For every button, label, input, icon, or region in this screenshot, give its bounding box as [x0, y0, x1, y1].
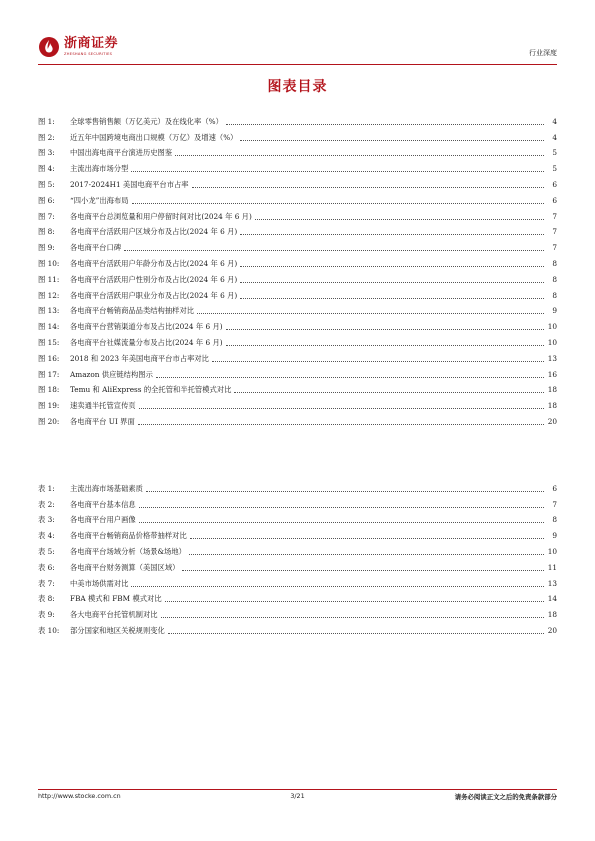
footer-divider: [38, 789, 557, 790]
toc-entry-label: 图 15:: [38, 337, 60, 347]
toc-entry-title: 各电商平台基本信息: [70, 499, 136, 509]
toc-entry-label: 表 3:: [38, 515, 55, 525]
toc-leader-dots: [190, 538, 544, 539]
toc-entry-page: 11: [547, 562, 557, 572]
toc-leader-dots: [192, 187, 544, 188]
figure-toc-entry[interactable]: [38, 301, 557, 317]
toc-leader-dots: [189, 554, 544, 555]
toc-entry-title: 主流出海市场分型: [70, 164, 129, 174]
toc-entry-label: 表 1:: [38, 483, 55, 493]
toc-entry-page: 8: [552, 274, 557, 284]
toc-leader-dots: [212, 361, 544, 362]
toc-entry-title: 主流出海市场基础素质: [70, 483, 143, 493]
toc-entry-title: 速卖通半托管宣传页: [70, 401, 136, 411]
toc-entry-title: 各电商平台活跃用户性别分布及占比(2024 年 6 月): [70, 274, 238, 284]
figure-toc-entry[interactable]: [38, 143, 557, 159]
figure-toc-entry[interactable]: [38, 206, 557, 222]
toc-entry-label: 图 7:: [38, 211, 55, 221]
toc-entry-label: 图 16:: [38, 353, 60, 363]
figure-toc-entry[interactable]: [38, 348, 557, 364]
toc-entry-title: 中国出海电商平台演进历史图鉴: [70, 148, 173, 158]
toc-entry-page: 6: [552, 195, 557, 205]
figure-toc-entry[interactable]: [38, 411, 557, 427]
logo-company-name: 浙商证券: [64, 36, 119, 51]
toc-entry-label: 图 5:: [38, 179, 55, 189]
toc-leader-dots: [240, 298, 544, 299]
footer-url[interactable]: http://www.stocke.com.cn: [38, 792, 121, 800]
footer-page-number: 3/21: [290, 792, 305, 800]
logo-flame-icon: [38, 36, 60, 58]
toc-entry-title: 各电商平台总浏览量和用户停留时间对比(2024 年 6 月): [70, 211, 252, 221]
header-divider: [38, 64, 557, 65]
toc-entry-page: 13: [547, 578, 557, 588]
table-toc-entry[interactable]: [38, 478, 557, 494]
table-toc-entry[interactable]: [38, 620, 557, 636]
toc-leader-dots: [234, 392, 544, 393]
toc-entry-label: 图 2:: [38, 132, 55, 142]
toc-leader-dots: [139, 507, 544, 508]
toc-entry-page: 4: [552, 116, 557, 126]
toc-entry-label: 表 7:: [38, 578, 55, 588]
toc-entry-page: 18: [547, 401, 557, 411]
toc-entry-label: 图 9:: [38, 243, 55, 253]
table-toc-entry[interactable]: [38, 541, 557, 557]
toc-entry-title: 中美市场供需对比: [70, 578, 129, 588]
toc-entry-page: 5: [552, 148, 557, 158]
toc-entry-label: 图 20:: [38, 416, 60, 426]
toc-leader-dots: [124, 250, 544, 251]
toc-entry-page: 10: [547, 337, 557, 347]
toc-leader-dots: [165, 601, 544, 602]
toc-entry-title: 各电商平台活跃用户区域分布及占比(2024 年 6 月): [70, 227, 238, 237]
toc-leader-dots: [197, 313, 544, 314]
figure-list: [38, 111, 557, 427]
toc-entry-page: 9: [552, 531, 557, 541]
figure-toc-entry[interactable]: [38, 174, 557, 190]
footer-disclaimer: 请务必阅读正文之后的免责条款部分: [454, 793, 557, 801]
toc-leader-dots: [131, 586, 544, 587]
toc-entry-page: 14: [547, 594, 557, 604]
toc-leader-dots: [182, 570, 544, 571]
toc-entry-page: 8: [552, 290, 557, 300]
figure-toc-entry[interactable]: [38, 364, 557, 380]
toc-entry-label: 图 1:: [38, 116, 55, 126]
page-title: 图表目录: [267, 79, 328, 95]
toc-entry-label: 图 19:: [38, 401, 60, 411]
figure-toc-entry[interactable]: [38, 237, 557, 253]
toc-entry-label: 图 14:: [38, 322, 60, 332]
toc-entry-page: 4: [552, 132, 557, 142]
toc-entry-title: 各电商平台营销渠道分布及占比(2024 年 6 月): [70, 322, 223, 332]
toc-leader-dots: [138, 424, 544, 425]
toc-entry-title: 各电商平台场域分析（场景&场地）: [70, 546, 186, 556]
toc-leader-dots: [131, 171, 544, 172]
toc-entry-label: 表 8:: [38, 594, 55, 604]
toc-entry-title: 各电商平台活跃用户年龄分布及占比(2024 年 6 月): [70, 258, 238, 268]
table-toc-entry[interactable]: [38, 494, 557, 510]
toc-leader-dots: [240, 282, 544, 283]
figure-toc-entry[interactable]: [38, 285, 557, 301]
toc-entry-title: 各电商平台社媒流量分布及占比(2024 年 6 月): [70, 337, 223, 347]
toc-entry-label: 表 9:: [38, 610, 55, 620]
toc-entry-page: 7: [552, 243, 557, 253]
toc-entry-page: 7: [552, 211, 557, 221]
toc-entry-title: “四小龙”出海布局: [70, 195, 129, 205]
toc-entry-label: 图 11:: [38, 274, 60, 284]
toc-leader-dots: [240, 140, 544, 141]
figure-toc-entry[interactable]: [38, 190, 557, 206]
figure-toc-entry[interactable]: [38, 316, 557, 332]
toc-entry-title: 2017-2024H1 美国电商平台市占率: [70, 179, 189, 189]
figure-toc-entry[interactable]: [38, 253, 557, 269]
table-toc-entry[interactable]: [38, 525, 557, 541]
toc-entry-label: 图 8:: [38, 227, 55, 237]
toc-entry-title: 各电商平台用户画像: [70, 515, 136, 525]
toc-entry-page: 18: [547, 385, 557, 395]
toc-entry-title: Amazon 供应链结构图示: [70, 369, 153, 379]
table-toc-entry[interactable]: [38, 604, 557, 620]
table-toc-entry[interactable]: [38, 589, 557, 605]
toc-entry-title: 部分国家和地区关税规则变化: [70, 625, 165, 635]
toc-leader-dots: [240, 234, 544, 235]
toc-entry-page: 20: [547, 416, 557, 426]
figure-toc-entry[interactable]: [38, 111, 557, 127]
toc-entry-label: 图 6:: [38, 195, 55, 205]
toc-entry-label: 图 17:: [38, 369, 60, 379]
figure-toc-entry[interactable]: [38, 222, 557, 238]
table-toc-entry[interactable]: [38, 557, 557, 573]
toc-entry-label: 表 2:: [38, 499, 55, 509]
toc-leader-dots: [156, 377, 544, 378]
toc-leader-dots: [168, 633, 544, 634]
toc-entry-page: 6: [552, 483, 557, 493]
toc-entry-label: 表 6:: [38, 562, 55, 572]
table-list: [38, 478, 557, 636]
figure-toc-entry[interactable]: [38, 127, 557, 143]
toc-entry-label: 表 4:: [38, 531, 55, 541]
logo-company-name-en: ZHESHANG SECURITIES: [64, 52, 113, 56]
toc-entry-page: 10: [547, 322, 557, 332]
toc-leader-dots: [175, 155, 544, 156]
toc-entry-page: 10: [547, 546, 557, 556]
toc-leader-dots: [132, 203, 544, 204]
toc-leader-dots: [146, 491, 544, 492]
figure-toc-entry[interactable]: [38, 332, 557, 348]
toc-entry-label: 图 4:: [38, 164, 55, 174]
report-type: 行业深度: [529, 49, 557, 57]
figure-toc-entry[interactable]: [38, 158, 557, 174]
toc-entry-page: 7: [552, 499, 557, 509]
toc-entry-page: 7: [552, 227, 557, 237]
toc-leader-dots: [161, 617, 544, 618]
toc-leader-dots: [226, 124, 544, 125]
toc-entry-page: 8: [552, 515, 557, 525]
toc-entry-title: 各电商平台畅销商品价格带抽样对比: [70, 531, 187, 541]
figure-toc-entry[interactable]: [38, 269, 557, 285]
toc-entry-title: 各大电商平台托管机制对比: [70, 610, 158, 620]
toc-entry-label: 图 10:: [38, 258, 60, 268]
toc-leader-dots: [226, 345, 544, 346]
toc-entry-title: 各电商平台活跃用户职业分布及占比(2024 年 6 月): [70, 290, 238, 300]
toc-leader-dots: [139, 522, 544, 523]
toc-entry-page: 13: [547, 353, 557, 363]
toc-leader-dots: [255, 219, 544, 220]
toc-leader-dots: [139, 408, 544, 409]
toc-entry-page: 20: [547, 625, 557, 635]
toc-entry-title: 2018 和 2023 年美国电商平台市占率对比: [70, 353, 209, 363]
toc-entry-label: 表 10:: [38, 625, 60, 635]
toc-entry-title: 全球零售销售额（万亿美元）及在线化率（%）: [70, 116, 223, 126]
toc-entry-title: 各电商平台畅销商品品类结构抽样对比: [70, 306, 195, 316]
toc-entry-page: 8: [552, 258, 557, 268]
table-toc-entry[interactable]: [38, 573, 557, 589]
page-header: [38, 36, 557, 64]
company-logo: [38, 36, 118, 64]
page-footer: [38, 792, 557, 804]
toc-entry-label: 图 12:: [38, 290, 60, 300]
table-toc-entry[interactable]: [38, 510, 557, 526]
toc-entry-title: FBA 模式和 FBM 模式对比: [70, 594, 162, 604]
toc-entry-page: 16: [547, 369, 557, 379]
toc-entry-page: 6: [552, 179, 557, 189]
toc-entry-label: 图 13:: [38, 306, 60, 316]
toc-entry-page: 18: [547, 610, 557, 620]
toc-entry-title: 近五年中国跨境电商出口规模（万亿）及增速（%）: [70, 132, 238, 142]
toc-leader-dots: [226, 329, 544, 330]
figure-toc-entry[interactable]: [38, 395, 557, 411]
toc-entry-label: 图 18:: [38, 385, 60, 395]
toc-entry-title: 各电商平台口碑: [70, 243, 122, 253]
toc-entry-title: 各电商平台财务测算（美国区域）: [70, 562, 180, 572]
toc-entry-page: 5: [552, 164, 557, 174]
toc-entry-title: 各电商平台 UI 界面: [70, 416, 135, 426]
toc-entry-label: 表 5:: [38, 546, 55, 556]
toc-entry-label: 图 3:: [38, 148, 55, 158]
toc-entry-page: 9: [552, 306, 557, 316]
toc-entry-title: Temu 和 AliExpress 的全托管和半托管模式对比: [70, 385, 232, 395]
toc-leader-dots: [240, 266, 544, 267]
figure-toc-entry[interactable]: [38, 380, 557, 396]
